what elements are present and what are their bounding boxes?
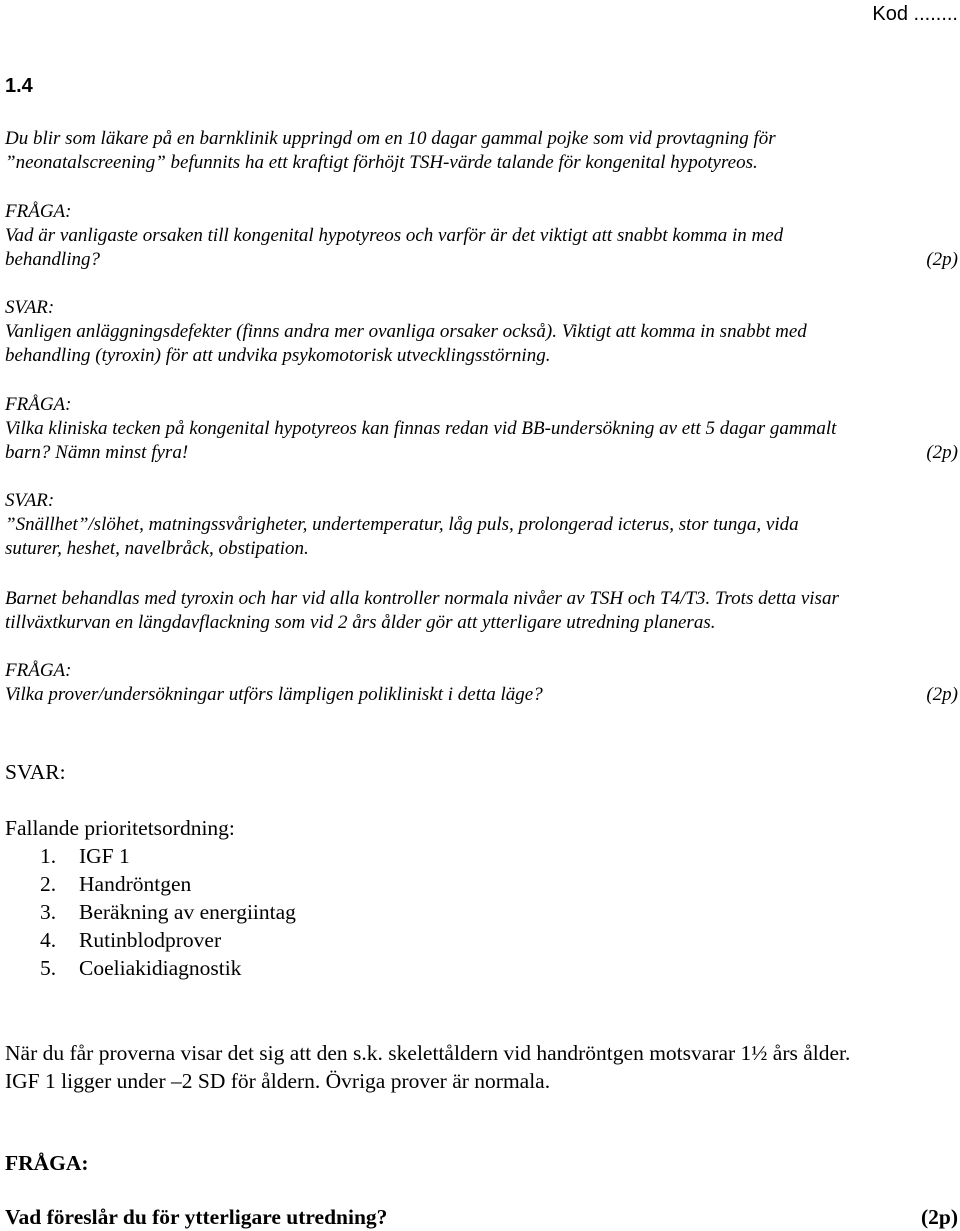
list-item-number: 2. bbox=[40, 872, 57, 896]
priority-heading: Fallande prioritetsordning: bbox=[5, 816, 235, 840]
list-item bbox=[40, 926, 221, 954]
answer-label: SVAR: bbox=[5, 297, 55, 318]
question-points: (2p) bbox=[926, 249, 958, 270]
list-item-number: 1. bbox=[40, 844, 57, 868]
results-text-line: När du får proverna visar det sig att den s.k. skelettåldern vid handröntgen motsvarar 1½ års ålder. bbox=[5, 1041, 851, 1065]
question-points: (2p) bbox=[926, 684, 958, 705]
intro-line-2: ”neonatalscreening” befunnits ha ett kraftigt förhöjt TSH-värde talande för kongenital hypotyreos. bbox=[5, 152, 758, 173]
list-item bbox=[40, 842, 130, 870]
case-text-line: tillväxtkurvan en längdavflackning som vid 2 års ålder gör att ytterligare utredning planeras. bbox=[5, 612, 716, 633]
list-item-text: Rutinblodprover bbox=[79, 928, 222, 952]
list-item-text: Coeliakidiagnostik bbox=[79, 956, 242, 980]
answer-text-line: ”Snällhet”/slöhet, matningssvårigheter, undertemperatur, låg puls, prolongerad icterus, stor tunga, vida bbox=[5, 514, 799, 535]
list-item bbox=[40, 954, 241, 982]
question-label: FRÅGA: bbox=[5, 660, 72, 681]
list-item-text: Handröntgen bbox=[79, 872, 192, 896]
question-text-line: Vilka prover/undersökningar utförs lämpligen polikliniskt i detta läge? bbox=[5, 684, 543, 705]
list-item-number: 4. bbox=[40, 928, 57, 952]
question-text-line: Vad är vanligaste orsaken till kongenital hypotyreos och varför är det viktigt att snabbt komma in med bbox=[5, 225, 784, 246]
question-points: (2p) bbox=[920, 1205, 958, 1229]
question-text-line: Vilka kliniska tecken på kongenital hypotyreos kan finnas redan vid BB-undersökning av ett 5 dagar gammalt bbox=[5, 418, 837, 439]
answer-text-line: behandling (tyroxin) för att undvika psykomotorisk utvecklingsstörning. bbox=[5, 345, 551, 366]
page-code-label: Kod ........ bbox=[872, 3, 958, 25]
intro-line-1: Du blir som läkare på en barnklinik uppringd om en 10 dagar gammal pojke som vid provtagning för bbox=[5, 128, 776, 149]
case-text-line: Barnet behandlas med tyroxin och har vid alla kontroller normala nivåer av TSH och T4/T3. Trots detta visar bbox=[5, 588, 839, 609]
answer-label: SVAR: bbox=[5, 490, 55, 511]
question-number: 1.4 bbox=[5, 75, 33, 97]
results-text-line: IGF 1 ligger under –2 SD för åldern. Övriga prover är normala. bbox=[5, 1069, 551, 1093]
list-item-number: 5. bbox=[40, 956, 57, 980]
question-label: FRÅGA: bbox=[5, 1151, 89, 1175]
question-text-line: barn? Nämn minst fyra! bbox=[5, 442, 189, 463]
list-item-number: 3. bbox=[40, 900, 57, 924]
question-text-line: Vad föreslår du för ytterligare utredning? bbox=[5, 1205, 388, 1229]
answer-text-line: suturer, heshet, navelbråck, obstipation. bbox=[5, 538, 309, 559]
list-item bbox=[40, 898, 296, 926]
answer-label: SVAR: bbox=[5, 760, 66, 784]
answer-text-line: Vanligen anläggningsdefekter (finns andra mer ovanliga orsaker också). Viktigt att komma in snabbt med bbox=[5, 321, 807, 342]
question-label: FRÅGA: bbox=[5, 394, 72, 415]
list-item-text: Beräkning av energiintag bbox=[79, 900, 296, 924]
question-points: (2p) bbox=[926, 442, 958, 463]
list-item bbox=[40, 870, 191, 898]
list-item-text: IGF 1 bbox=[79, 844, 130, 868]
question-text-line: behandling? bbox=[5, 249, 100, 270]
question-label: FRÅGA: bbox=[5, 201, 72, 222]
